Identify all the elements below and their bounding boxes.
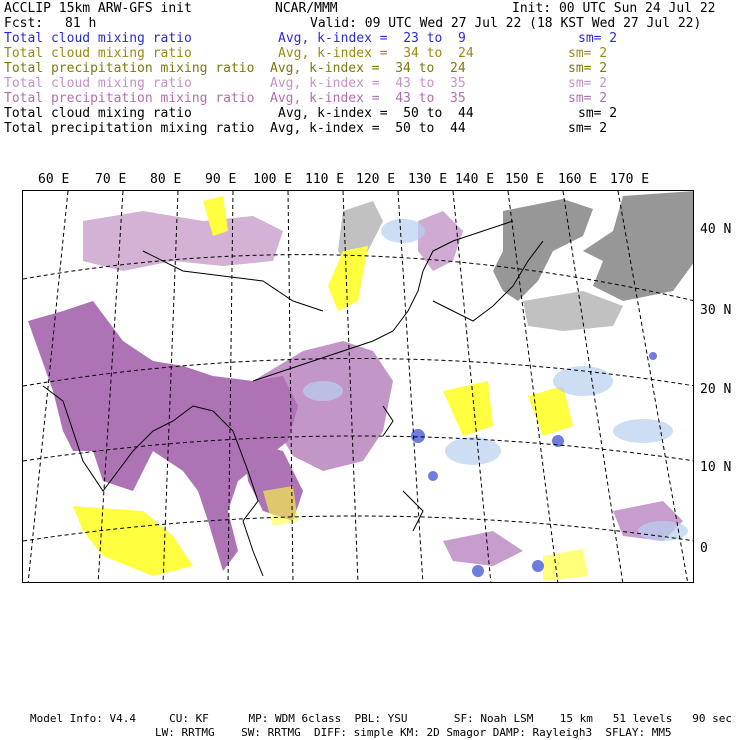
- legend-sm-3: sm= 2: [568, 76, 608, 91]
- legend-avg-5: Avg, k-index = 50 to 44: [278, 106, 474, 121]
- lon-label: 80 E: [150, 172, 182, 187]
- lon-label: 140 E: [455, 172, 495, 187]
- legend-name-6: Total precipitation mixing ratio: [4, 121, 255, 136]
- model-info-line2: LW: RRTMG SW: RRTMG DIFF: simple KM: 2D Smagor DAMP: Rayleigh3 SFLAY: MM5: [155, 726, 672, 739]
- legend-avg-4: Avg, k-index = 43 to 35: [270, 91, 466, 106]
- gray-cloud-field: [338, 191, 694, 331]
- lat-label: 40 N: [700, 222, 732, 237]
- legend-name-3: Total cloud mixing ratio: [4, 76, 192, 91]
- model-info-line1: Model Info: V4.4 CU: KF MP: WDM 6class PBL: YSU SF: Noah LSM 15 km 51 levels 90 sec: [30, 712, 732, 725]
- weather-map: [22, 190, 694, 583]
- legend-name-5: Total cloud mixing ratio: [4, 106, 192, 121]
- legend-avg-6: Avg, k-index = 50 to 44: [270, 121, 466, 136]
- valid-time: Valid: 09 UTC Wed 27 Jul 22 (18 KST Wed 27 Jul 22): [310, 16, 702, 31]
- legend-name-1: Total cloud mixing ratio: [4, 46, 192, 61]
- forecast-label: Fcst:: [4, 16, 44, 31]
- legend-sm-0: sm= 2: [578, 31, 618, 46]
- lon-label: 120 E: [356, 172, 396, 187]
- legend-avg-1: Avg, k-index = 34 to 24: [278, 46, 474, 61]
- lon-label: 150 E: [505, 172, 545, 187]
- lat-label: 20 N: [700, 382, 732, 397]
- legend-sm-5: sm= 2: [578, 106, 618, 121]
- model-title: ACCLIP 15km ARW-GFS init: [4, 1, 192, 16]
- lon-label: 60 E: [38, 172, 70, 187]
- lon-label: 160 E: [558, 172, 598, 187]
- legend-sm-6: sm= 2: [568, 121, 608, 136]
- legend-name-4: Total precipitation mixing ratio: [4, 91, 255, 106]
- lon-label: 90 E: [205, 172, 237, 187]
- legend-avg-3: Avg, k-index = 43 to 35: [270, 76, 466, 91]
- lon-label: 100 E: [253, 172, 293, 187]
- legend-avg-0: Avg, k-index = 23 to 9: [278, 31, 466, 46]
- legend-sm-2: sm= 2: [568, 61, 608, 76]
- init-time: Init: 00 UTC Sun 24 Jul 22: [512, 1, 716, 16]
- legend-sm-1: sm= 2: [568, 46, 608, 61]
- lat-label: 30 N: [700, 303, 732, 318]
- forecast-hour: 81 h: [65, 16, 97, 31]
- lon-label: 110 E: [305, 172, 345, 187]
- institution-label: NCAR/MMM: [275, 1, 338, 16]
- lon-label: 170 E: [610, 172, 650, 187]
- legend-sm-4: sm= 2: [568, 91, 608, 106]
- legend-name-0: Total cloud mixing ratio: [4, 31, 192, 46]
- map-canvas: [23, 191, 694, 583]
- lat-label: 10 N: [700, 460, 732, 475]
- legend-name-2: Total precipitation mixing ratio: [4, 61, 255, 76]
- lon-label: 130 E: [408, 172, 448, 187]
- lon-label: 70 E: [95, 172, 127, 187]
- legend-avg-2: Avg, k-index = 34 to 24: [270, 61, 466, 76]
- lat-label: 0: [700, 541, 708, 556]
